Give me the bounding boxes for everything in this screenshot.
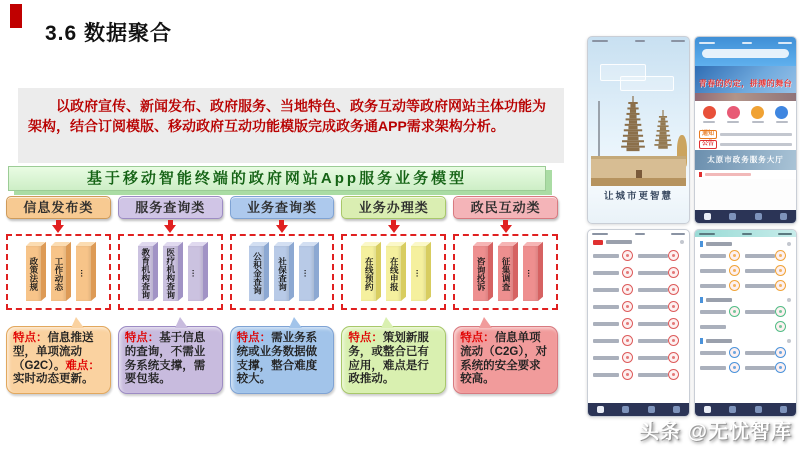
note-keyword: 特点： bbox=[236, 332, 272, 344]
service-icon bbox=[775, 306, 786, 317]
item-label: 政策法规 bbox=[28, 256, 39, 291]
circle-icon bbox=[727, 106, 740, 119]
item-label: … bbox=[190, 269, 201, 278]
nav-icon bbox=[704, 406, 711, 413]
phone-screenshot-home bbox=[694, 36, 797, 224]
service-icon bbox=[775, 265, 786, 276]
service-icon bbox=[668, 301, 679, 312]
category-items-box bbox=[230, 234, 335, 310]
item-bar bbox=[163, 246, 178, 301]
down-arrow-icon bbox=[6, 219, 111, 234]
notice-row bbox=[699, 129, 792, 139]
category-note-bubble bbox=[6, 326, 111, 394]
service-row bbox=[700, 360, 791, 375]
bottom-nav-bar bbox=[695, 210, 796, 223]
circle-icon bbox=[751, 106, 764, 119]
quick-icons-row bbox=[695, 101, 796, 128]
service-icon bbox=[775, 250, 786, 261]
home-banner bbox=[695, 66, 796, 101]
category-header: 服务查询类 bbox=[118, 196, 223, 219]
category-note-bubble bbox=[230, 326, 335, 394]
category-header: 政民互动类 bbox=[453, 196, 558, 219]
phone-status-bar bbox=[695, 39, 796, 46]
phone-status-bar bbox=[588, 37, 689, 44]
item-label: … bbox=[414, 269, 425, 278]
item-bar bbox=[498, 246, 513, 301]
phone-status-bar bbox=[588, 230, 689, 237]
item-label: 在线申报 bbox=[389, 256, 400, 291]
category-items-box bbox=[341, 234, 446, 310]
note-text: 信息推送型，单项流动（G2C）。 bbox=[13, 332, 94, 372]
down-arrow-icon bbox=[341, 219, 446, 234]
intro-text: 以政府宣传、新闻发布、政府服务、当地特色、政务互动等政府网站主体功能为架构，结合订阅模版、移动政府互动功能模版完成政务通APP需求架构分析。 bbox=[28, 98, 546, 135]
flagpole-graphic bbox=[598, 101, 600, 161]
title-accent-bar bbox=[10, 4, 22, 28]
item-label: 公积金查询 bbox=[252, 252, 263, 295]
service-sections bbox=[695, 237, 796, 403]
service-row bbox=[700, 345, 791, 360]
category-items-box bbox=[453, 234, 558, 310]
service-icon bbox=[622, 352, 633, 363]
item-bar bbox=[361, 246, 376, 301]
note-text: 实时动态更新。 bbox=[13, 373, 94, 386]
category-header: 信息发布类 bbox=[6, 196, 111, 219]
section-header-row bbox=[695, 170, 796, 179]
notice-list bbox=[695, 128, 796, 150]
service-section-header bbox=[700, 295, 791, 304]
quick-icon bbox=[751, 106, 764, 123]
service-list bbox=[588, 247, 689, 403]
nav-icon bbox=[729, 213, 736, 220]
category-header: 业务办理类 bbox=[341, 196, 446, 219]
service-icon bbox=[622, 335, 633, 346]
intro-panel bbox=[18, 88, 564, 163]
service-row bbox=[593, 298, 684, 315]
category-column-business-query bbox=[230, 196, 335, 394]
category-note-bubble bbox=[341, 326, 446, 394]
note-keyword: 特点： bbox=[348, 332, 383, 344]
item-label: 教育机构查询 bbox=[140, 248, 151, 299]
note-text: 需业务系统或业务数据做支撑，整合难度较大。 bbox=[236, 332, 318, 386]
service-icon bbox=[622, 318, 633, 329]
app-header bbox=[695, 37, 796, 66]
building-graphic bbox=[591, 156, 686, 186]
service-row bbox=[700, 263, 791, 278]
service-row bbox=[700, 278, 791, 293]
nav-icon bbox=[780, 213, 787, 220]
notice-badge: 公告 bbox=[699, 140, 717, 149]
splash-slogan: 让城市更智慧 bbox=[603, 191, 673, 202]
nav-icon bbox=[755, 213, 762, 220]
item-bar bbox=[138, 246, 153, 301]
service-icon bbox=[668, 335, 679, 346]
category-items-box bbox=[6, 234, 111, 310]
service-icon bbox=[622, 250, 633, 261]
note-keyword: 特点： bbox=[13, 332, 48, 344]
item-label: 工作动态 bbox=[53, 256, 64, 291]
phone-status-bar bbox=[695, 230, 796, 237]
service-icon bbox=[729, 280, 740, 291]
quick-icon bbox=[775, 106, 788, 123]
item-label: … bbox=[302, 269, 313, 278]
category-column-service-query bbox=[118, 196, 223, 394]
nav-icon bbox=[597, 406, 604, 413]
down-arrow-icon bbox=[230, 219, 335, 234]
service-hall-banner: 太原市政务服务大厅 bbox=[695, 150, 796, 170]
item-label: … bbox=[78, 269, 89, 278]
service-row bbox=[593, 366, 684, 383]
category-note-bubble bbox=[118, 326, 223, 394]
service-row bbox=[593, 281, 684, 298]
note-text: 基于信息的查询，不需业务系统支撑，需要包装。 bbox=[124, 332, 206, 386]
category-column-info-publish bbox=[6, 196, 111, 394]
down-arrow-icon bbox=[453, 219, 558, 234]
category-note-bubble bbox=[453, 326, 558, 394]
notice-badge: 通知 bbox=[699, 130, 717, 139]
item-bar bbox=[51, 246, 66, 301]
item-bar bbox=[188, 246, 203, 301]
service-icon bbox=[668, 369, 679, 380]
item-bar bbox=[299, 246, 314, 301]
quick-icon bbox=[727, 106, 740, 123]
item-bar bbox=[249, 246, 264, 301]
service-icon bbox=[668, 352, 679, 363]
service-icon bbox=[622, 267, 633, 278]
item-label: … bbox=[526, 269, 537, 278]
service-row bbox=[593, 247, 684, 264]
item-label: 医疗机构查询 bbox=[165, 248, 176, 299]
model-banner: 基于移动智能终端的政府网站App服务业务模型 bbox=[8, 166, 546, 191]
service-icon bbox=[729, 306, 740, 317]
category-items-box bbox=[118, 234, 223, 310]
page-title: 3.6 数据聚合 bbox=[45, 22, 173, 45]
note-text: 信息单项流动（C2G），对系统的安全要求较高。 bbox=[460, 332, 548, 386]
splash-bubble-decor bbox=[620, 76, 674, 91]
circle-icon bbox=[703, 106, 716, 119]
nav-icon bbox=[622, 406, 629, 413]
service-icon bbox=[775, 362, 786, 373]
service-row bbox=[700, 304, 791, 319]
service-section-header bbox=[700, 336, 791, 345]
item-bar bbox=[26, 246, 41, 301]
service-row bbox=[700, 248, 791, 263]
service-icon bbox=[668, 318, 679, 329]
service-icon bbox=[729, 347, 740, 358]
quick-icon bbox=[703, 106, 716, 123]
service-icon bbox=[775, 280, 786, 291]
notice-row bbox=[699, 139, 792, 149]
service-icon bbox=[775, 321, 786, 332]
item-bar bbox=[411, 246, 426, 301]
service-icon bbox=[668, 284, 679, 295]
twin-pagoda-graphic bbox=[588, 95, 689, 165]
phone-screenshots-grid bbox=[587, 36, 797, 417]
service-icon bbox=[622, 369, 633, 380]
service-icon bbox=[622, 284, 633, 295]
service-icon bbox=[622, 301, 633, 312]
service-icon bbox=[668, 250, 679, 261]
service-icon bbox=[668, 267, 679, 278]
note-keyword: 特点： bbox=[124, 332, 160, 344]
service-list-header bbox=[588, 237, 689, 247]
category-columns bbox=[6, 196, 558, 394]
service-section-header bbox=[700, 239, 791, 248]
service-row bbox=[593, 315, 684, 332]
item-label: 在线预约 bbox=[364, 256, 375, 291]
note-keyword: 难点： bbox=[65, 359, 100, 372]
phone-screenshot-splash bbox=[587, 36, 690, 224]
service-icon bbox=[729, 250, 740, 261]
nav-icon bbox=[780, 406, 787, 413]
item-label: 征集调查 bbox=[501, 256, 512, 291]
category-column-public-interaction bbox=[453, 196, 558, 394]
service-row bbox=[700, 319, 791, 334]
service-icon bbox=[729, 265, 740, 276]
nav-icon bbox=[755, 406, 762, 413]
note-keyword: 特点： bbox=[460, 332, 495, 344]
nav-icon bbox=[673, 406, 680, 413]
nav-icon bbox=[704, 213, 711, 220]
service-row bbox=[593, 332, 684, 349]
watermark: 头条 @无忧智库 bbox=[638, 421, 792, 443]
circle-icon bbox=[775, 106, 788, 119]
nav-icon bbox=[729, 406, 736, 413]
item-bar bbox=[76, 246, 91, 301]
home-banner-text: 青春的约定，拼搏的舞台 bbox=[698, 79, 793, 88]
down-arrow-icon bbox=[118, 219, 223, 234]
search-bar bbox=[702, 49, 789, 58]
item-bar bbox=[274, 246, 289, 301]
service-icon bbox=[775, 347, 786, 358]
category-column-business-handle bbox=[341, 196, 446, 394]
item-label: 咨询投诉 bbox=[476, 256, 487, 291]
note-text: 策划新服务，或整合已有应用，难点是行政推动。 bbox=[348, 332, 429, 386]
category-header: 业务查询类 bbox=[230, 196, 335, 219]
service-row bbox=[593, 349, 684, 366]
service-icon bbox=[729, 362, 740, 373]
item-bar bbox=[386, 246, 401, 301]
service-row bbox=[593, 264, 684, 281]
phone-screenshot-services-life bbox=[694, 229, 797, 417]
item-bar bbox=[473, 246, 488, 301]
nav-icon bbox=[648, 406, 655, 413]
item-bar bbox=[523, 246, 538, 301]
phone-screenshot-services-civic bbox=[587, 229, 690, 417]
item-label: 社保查询 bbox=[277, 256, 288, 291]
